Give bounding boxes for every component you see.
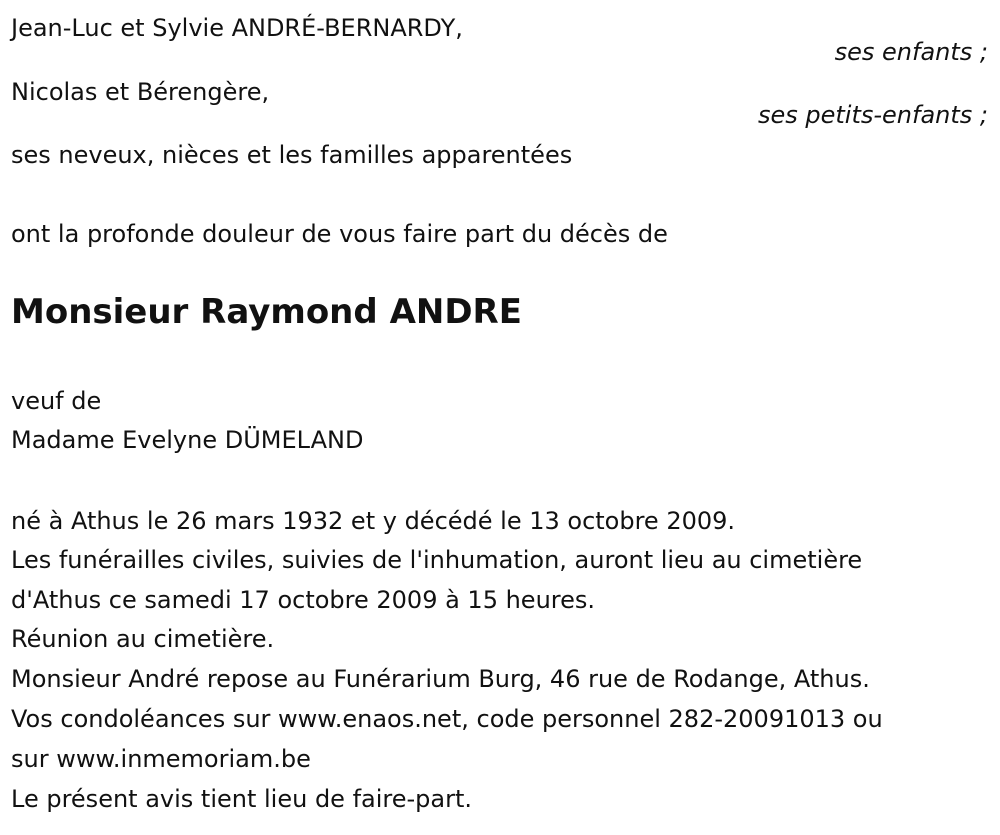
detail-line: Le présent avis tient lieu de faire-part. [11,785,473,813]
announcement-text: ont la profonde douleur de vous faire part du décès de [11,220,668,248]
deceased-name: Monsieur Raymond ANDRE [11,292,522,332]
detail-line: sur www.inmemoriam.be [11,745,311,773]
detail-line: d'Athus ce samedi 17 octobre 2009 à 15 heures. [11,586,596,614]
detail-line: Monsieur André repose au Funérarium Burg, 46 rue de Rodange, Athus. [11,665,870,693]
detail-line: Vos condoléances sur www.enaos.net, code personnel 282-20091013 ou [11,705,883,733]
detail-line: Réunion au cimetière. [11,625,275,653]
other-relatives: ses neveux, nièces et les familles apparentées [11,141,573,169]
spouse-name: Madame Evelyne DÜMELAND [11,426,364,454]
detail-line: né à Athus le 26 mars 1932 et y décédé le 13 octobre 2009. [11,507,736,535]
grandchildren-role: ses petits-enfants ; [757,101,988,129]
widower-label: veuf de [11,387,102,415]
grandchildren-names: Nicolas et Bérengère, [11,78,270,106]
detail-line: Les funérailles civiles, suivies de l'inhumation, auront lieu au cimetière [11,546,863,574]
children-role: ses enfants ; [834,38,988,66]
children-names: Jean-Luc et Sylvie ANDRÉ-BERNARDY, [11,14,463,42]
